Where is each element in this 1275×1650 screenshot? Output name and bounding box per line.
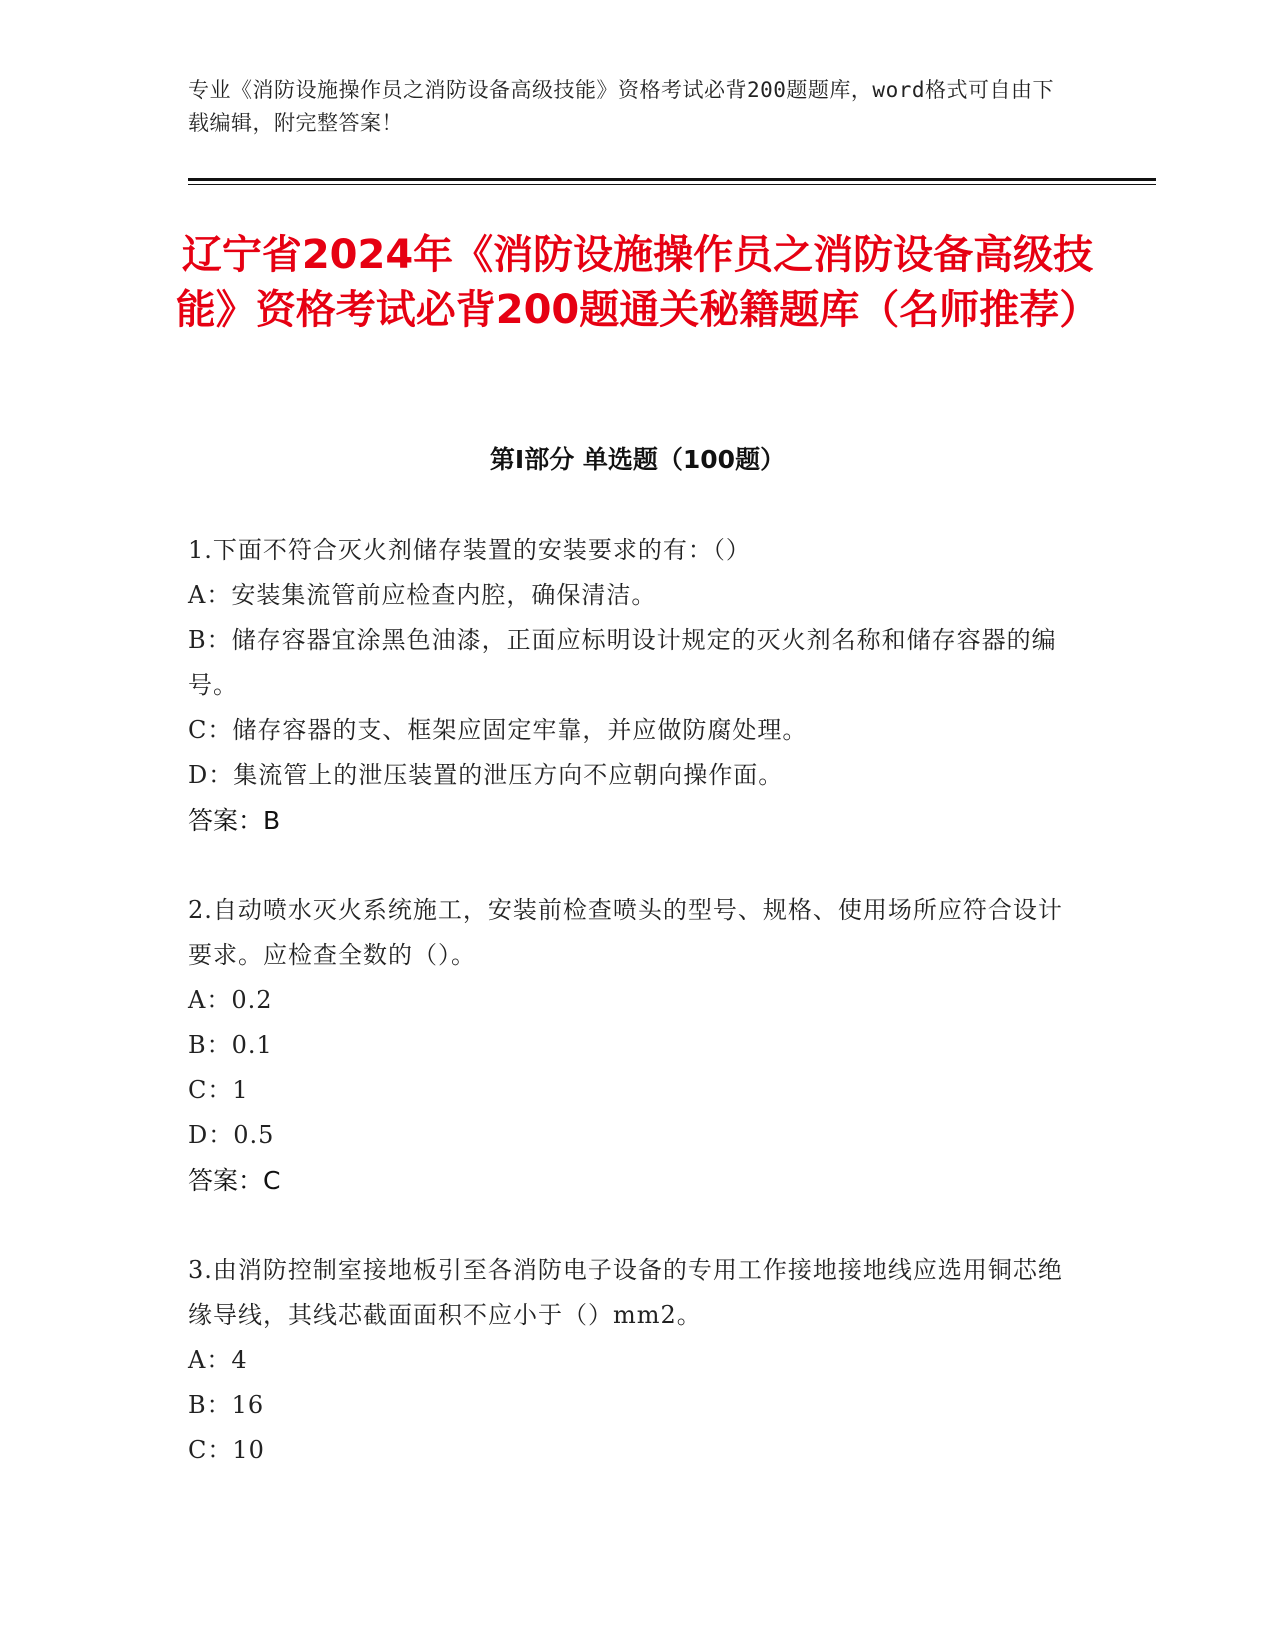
option-a: A：4 xyxy=(188,1346,248,1374)
option-b: B：储存容器宜涂黑色油漆，正面应标明设计规定的灭火剂名称和储存容器的编号。 xyxy=(188,626,1057,699)
option-d: D：集流管上的泄压装置的泄压方向不应朝向操作面。 xyxy=(188,761,784,789)
answer-label: 答案：C xyxy=(188,1166,281,1195)
option-a: A：0.2 xyxy=(188,986,273,1014)
question-2 xyxy=(188,888,1068,1204)
question-stem: 2.自动喷水灭火系统施工，安装前检查喷头的型号、规格、使用场所应符合设计要求。应检查全数的（）。 xyxy=(188,896,1063,969)
question-3 xyxy=(188,1248,1068,1473)
question-1 xyxy=(188,528,1068,844)
question-stem: 3.由消防控制室接地板引至各消防电子设备的专用工作接地接地线应选用铜芯绝缘导线，其线芯截面面积不应小于（）mm2。 xyxy=(188,1256,1063,1329)
header-note: 专业《消防设施操作员之消防设备高级技能》资格考试必背200题题库，word格式可自由下载编辑，附完整答案！ xyxy=(188,78,1054,135)
answer-label: 答案：B xyxy=(188,806,281,835)
header-divider-thick xyxy=(188,178,1156,181)
option-c: C：10 xyxy=(188,1436,265,1464)
question-list xyxy=(188,528,1068,1517)
section-heading: 第I部分 单选题（100题） xyxy=(489,445,786,474)
option-b: B：0.1 xyxy=(188,1031,273,1059)
option-c: C：1 xyxy=(188,1076,249,1104)
option-b: B：16 xyxy=(188,1391,265,1419)
header-divider-thin xyxy=(188,184,1156,185)
option-d: D：0.5 xyxy=(188,1121,275,1149)
question-stem: 1.下面不符合灭火剂储存装置的安装要求的有：（） xyxy=(188,536,751,564)
option-c: C：储存容器的支、框架应固定牢靠，并应做防腐处理。 xyxy=(188,716,808,744)
option-a: A：安装集流管前应检查内腔，确保清洁。 xyxy=(188,581,657,609)
document-title: 辽宁省2024年《消防设施操作员之消防设备高级技能》资格考试必背200题通关秘籍题库（名师推荐） xyxy=(175,232,1100,333)
